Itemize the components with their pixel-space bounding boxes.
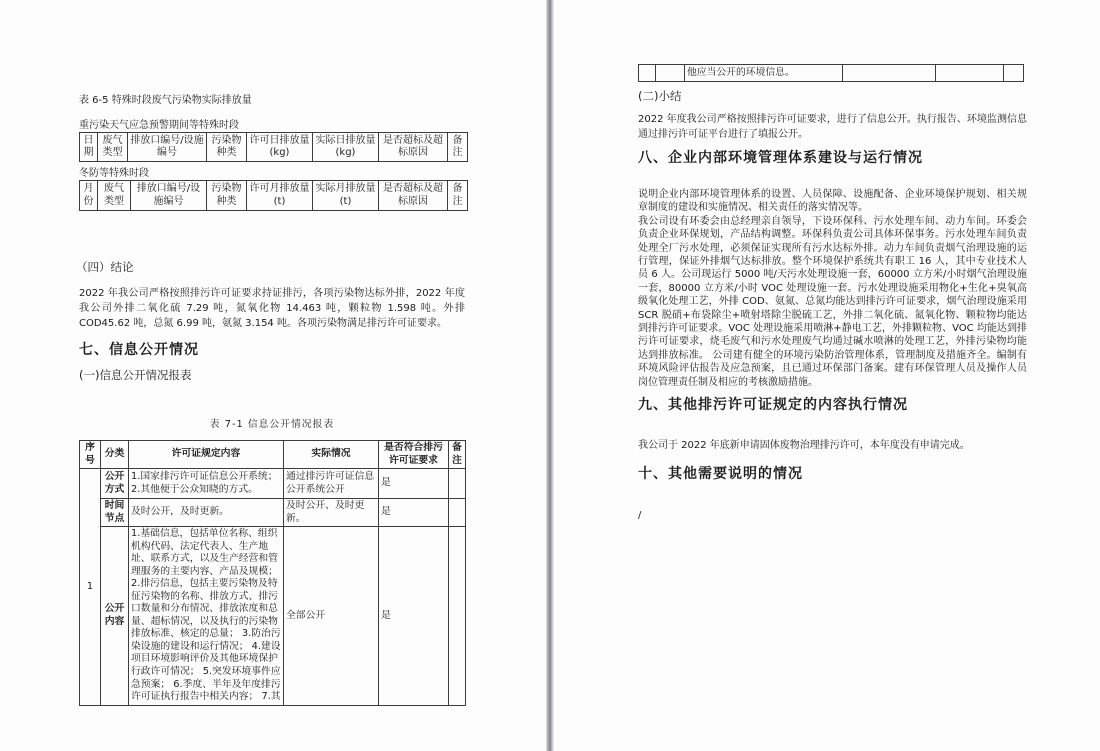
daily-emission-table <box>79 132 468 162</box>
col-header-exceedance: 是否超标及超标原因 <box>379 181 448 211</box>
category-cell: 时间节点 <box>101 499 129 527</box>
col-header-comply: 是否符合排污许可证要求 <box>379 441 449 469</box>
section-10-heading: 十、其他需要说明的情况 <box>638 466 803 482</box>
col-header-pollutant: 污染物种类 <box>207 181 247 211</box>
table-row <box>80 527 466 706</box>
actual-cell: 通过排污许可证信息公开系统公开 <box>284 469 379 499</box>
info-disclosure-table-continued <box>638 64 1024 82</box>
table-row <box>639 65 1024 82</box>
conclusion-heading: （四）结论 <box>76 260 134 274</box>
category-cell: 公开内容 <box>101 527 129 706</box>
required-cell: 1.国家排污许可证信息公开系统；2.其他便于公众知晓的方式。 <box>129 469 284 499</box>
heavy-pollution-period-label: 重污染天气应急预警期间等特殊时段 <box>79 120 239 131</box>
table-row <box>80 499 466 527</box>
required-cell-continued: 他应当公开的环境信息。 <box>685 65 843 82</box>
category-cell: 公开方式 <box>101 469 129 499</box>
seq-cell: 1 <box>80 469 101 706</box>
table-row <box>80 469 466 499</box>
section-8-paragraph-1: 说明企业内部环境管理体系的设置、人员保障、设施配备、企业环境保护规划、相关规章制度的建设和实施情况、相关责任的落实情况等。 <box>638 189 1027 214</box>
conclusion-paragraph: 2022 年我公司严格按照排污许可证要求持证排污，各项污染物达标外排，2022 年度我公司外排二氧化硫 7.29 吨，氮氧化物 14.463 吨，颗粒物 1.598 吨。外排 COD45.62 吨，总氮 6.99 吨，氨氮 3.154 吨。各项污染物满足排污许可证要求。 <box>79 288 465 329</box>
note-cell <box>449 527 466 706</box>
document-page-right <box>554 0 1100 751</box>
col-header-note: 备注 <box>448 181 468 211</box>
section-8-heading: 八、企业内部环境管理体系建设与运行情况 <box>638 150 923 166</box>
table-7-1-title: 表 7-1 信息公开情况报表 <box>209 419 335 430</box>
col-header-note: 备注 <box>449 441 466 469</box>
col-header-outlet-id: 排放口编号/设施编号 <box>128 133 207 162</box>
col-header-seq: 序号 <box>80 441 101 469</box>
col-header-gas-type: 废气类型 <box>98 181 131 211</box>
section-9-heading: 九、其他排污许可证规定的内容执行情况 <box>638 397 908 413</box>
col-header-category: 分类 <box>101 441 129 469</box>
section-9-paragraph: 我公司于 2022 年底新申请固体废物治理排污许可，本年度没有申请完成。 <box>638 440 970 451</box>
note-cell <box>1004 65 1024 82</box>
comply-cell: 是 <box>379 499 449 527</box>
col-header-month: 月份 <box>80 181 98 211</box>
comply-cell <box>936 65 1004 82</box>
document-page-left <box>0 0 546 751</box>
actual-cell: 全部公开 <box>284 527 379 706</box>
seq-cell <box>639 65 656 82</box>
col-header-actual-monthly: 实际月排放量(t) <box>313 181 379 211</box>
comply-cell: 是 <box>379 527 449 706</box>
category-cell <box>656 65 685 82</box>
col-header-required: 许可证规定内容 <box>129 441 284 469</box>
section-7-heading: 七、信息公开情况 <box>79 342 199 358</box>
required-cell: 及时公开，及时更新。 <box>129 499 284 527</box>
actual-cell: 及时公开、及时更新。 <box>284 499 379 527</box>
note-cell <box>449 499 466 527</box>
col-header-gas-type: 废气类型 <box>98 133 128 162</box>
col-header-outlet-id: 排放口编号/设施编号 <box>131 181 207 211</box>
table-header-row <box>80 441 466 469</box>
note-cell <box>449 469 466 499</box>
summary-paragraph: 2022 年度我公司严格按照排污许可证要求，进行了信息公开。执行报告、环境监测信息通过排污许可证平台进行了填报公开。 <box>638 114 1027 140</box>
col-header-exceedance: 是否超标及超标原因 <box>379 133 448 162</box>
section-8-paragraph-2: 我公司设有环委会由总经理亲自领导，下设环保科、污水处理车间、动力车间。环委会负责企业环保规划，产品结构调整。环保科负责公司具体环保事务。污水处理车间负责处理全厂污水处理，必须保证实现所有污水达标外排。动力车间负责烟气治理设施的运行管理，保证外排烟气达标排放。整个环境保护系统共有职工 16 人，其中专业技术人员 6 人。公司现运行 5000 吨/天污水处理设施一套，60000 立方米/小时烟气治理设施一套，80000 立方米/小时 VOC 处理设施一套。污水处理设施采用物化+生化+臭氧高级氧化处理工艺，外排 COD、氨氮、总氮均能达到排污许可证要求，烟气治理设施采用 SCR 脱硝+布袋除尘+喷射塔除尘脱硫工艺，外排二氧化硫、氮氧化物、颗粒物均能达到排污许可证要求。VOC 处理设施采用喷淋+静电工艺，外排颗粒物、VOC 均能达到排污许可证要求，烧毛废气和污水处理废气均通过碱水喷淋的处理工艺，外排污染物均能达到排放标准。 公司建有健全的环境污染防治管理体系，管理制度及措施齐全。编制有环境风险评估报告及应急预案，且已通过环保部门备案。建有环保管理人员及操作人员岗位管理责任制及相应的考核激励措施。 <box>638 215 1027 388</box>
table-6-5-title: 表 6-5 特殊时段废气污染物实际排放量 <box>79 95 252 106</box>
winter-period-label: 冬防等特殊时段 <box>79 168 149 179</box>
col-header-permitted-daily: 许可日排放量(kg) <box>247 133 313 162</box>
col-header-date: 日期 <box>80 133 98 162</box>
col-header-actual: 实际情况 <box>284 441 379 469</box>
col-header-pollutant: 污染物种类 <box>207 133 247 162</box>
page-gap-divider <box>546 0 554 751</box>
comply-cell: 是 <box>379 469 449 499</box>
section-7-subheading: (一)信息公开情况报表 <box>79 368 192 382</box>
info-disclosure-table <box>79 440 466 706</box>
col-header-actual-daily: 实际日排放量(kg) <box>313 133 379 162</box>
section-10-placeholder: / <box>638 510 642 521</box>
actual-cell <box>843 65 936 82</box>
summary-heading: (二)小结 <box>638 89 682 103</box>
required-cell: 1.基础信息，包括单位名称、组织机构代码、法定代表人、生产地址、联系方式，以及生产经营和管理服务的主要内容、产品及规模；2.排污信息，包括主要污染物及特征污染物的名称、排放方式、排污口数量和分布情况、排放浓度和总量、超标情况，以及执行的污染物排放标准、核定的总量； 3.防治污染设施的建设和运行情况； 4.建设项目环境影响评价及其他环境保护行政许可情况； 5.突发环境事件应急预案； 6.季度、半年及年度排污许可证执行报告中相关内容； 7.其 <box>129 527 284 706</box>
col-header-note: 备注 <box>448 133 468 162</box>
col-header-permitted-monthly: 许可月排放量(t) <box>247 181 313 211</box>
monthly-emission-table <box>79 180 468 211</box>
